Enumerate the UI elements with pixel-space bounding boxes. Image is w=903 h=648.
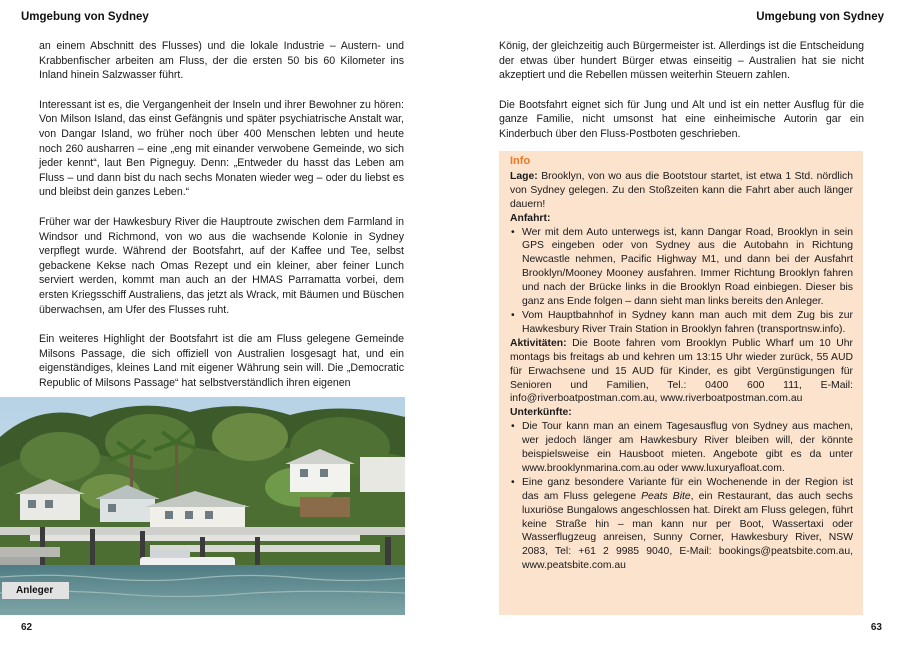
paragraph: an einem Abschnitt des Flusses) und die lokale Industrie – Austern- und Krabbenfischer arbeiten am Fluss, der die ersten 50 bis 60 Kilometer ins Inland hinein Salzwasser führt. (39, 40, 404, 82)
list-item (510, 476, 853, 573)
list-item: • Wer mit dem Auto unterwegs ist, kann Dangar Road, Brooklyn in sein GPS eingeben oder von Sydney aus die Autobahn in Richtung Newcastle nehmen, Pacific Highway M1, und dann bei der Ausfahrt Brooklyn/Mooney Mooney ausfahren. Immer Richtung Brooklyn fahren und nach der Brücke links in die Brooklyn Road einbiegen. Dieser bis ganz ans Ende folgen – dann sieht man links bereits den Anleger. (510, 226, 853, 309)
page-number-left: 62 (21, 622, 33, 633)
info-anfahrt-list (510, 226, 853, 337)
info-lage (510, 170, 853, 212)
list-item: • Vom Hauptbahnhof in Sydney kann man auch mit dem Zug bis zur Hawkesbury River Train Station in Brooklyn fahren (transportnsw.info). (510, 309, 853, 337)
paragraph: König, der gleichzeitig auch Bürgermeister ist. Allerdings ist die Entscheidung der etwas über hundert Bürger etwas einseitig – Australien hat sie nicht akzeptiert und die Rebellen müssen weiterhin Steuern zahlen. (499, 40, 864, 82)
info-text: Brooklyn, von wo aus die Bootstour startet, ist etwa 1 Std. nördlich von Sydney gelegen. Zu den Stoßzeiten kann die Fahrt aber auch länger dauern! (510, 170, 853, 210)
info-anfahrt-label: Anfahrt: (510, 212, 551, 224)
right-page (452, 0, 903, 648)
venue-name: Peats Bite (641, 490, 691, 502)
info-box (499, 151, 863, 615)
left-page (0, 0, 451, 648)
info-text: Eine ganz besondere Variante für ein Wochenende in der Region ist das am Fluss gelegene (522, 476, 853, 502)
running-head-left: Umgebung von Sydney (21, 11, 149, 23)
running-head-right: Umgebung von Sydney (756, 11, 884, 23)
info-aktivitaeten (510, 337, 853, 407)
paragraph: Früher war der Hawkesbury River die Hauptroute zwischen dem Farmland in Windsor und Richmond, von wo aus die wachsende Kolonie in Sydney verpflegt wurde. Während der Bootsfahrt, auf der Kaffee und Tee, selbst gebackene Kekse nach Omas Rezept und ein kleiner, aber feiner Lunch serviert werden, kommt man auch an der HMAS Parramatta vorbei, dem ersten Kriegsschiff Australiens, das jetzt als Wrack, mit Bäumen und Büschen überwachsen, am Ufer des Flusses ruht. (39, 215, 404, 316)
paragraph: Die Bootsfahrt eignet sich für Jung und Alt und ist ein netter Ausflug für die ganze Familie, nicht umsonst hat eine einheimische Autorin gar ein Kinderbuch über den Fluss-Postboten geschrieben. (499, 98, 864, 140)
info-text: Die Boote fahren vom Brooklyn Public Wharf um 10 Uhr montags bis freitags ab und kehren um 13:15 Uhr wieder zurück, 55 AUD für Erwachsene und 15 AUD für Kinder, es gibt Vergünstigungen für Senioren und Familien, Tel.: 0400 600 111, E-Mail: info@riverboatpostman.com.au, www.riverboatpostman.com.au (510, 337, 853, 405)
paragraph: Interessant ist es, die Vergangenheit der Inseln und ihrer Bewohner zu hören: Von Milson Island, das einst Gefängnis und später psychiatrische Anstalt war, von Dangar Island, wo früher noch über 400 Menschen lebten und heute noch 260 ausharren – eine „eng mit einander verwobene Gemeinde, wo sich jeder kennt“, laut Ben Pigneguy. Denn: „Entweder du hasst das Leben am Fluss – und dann bist du nach sechs Monaten wieder weg – oder du liebst es und bleibst dein ganzes Leben.“ (39, 98, 404, 199)
info-text: , ein Restaurant, das auch sechs luxuriöse Bungalows angeschlossen hat. Direkt am Fluss gelegen, führt keine Straße hin – man kann nur per Boot, Wassertaxi oder Wasserflugzeug anreisen, Sunny Corner, Hawkesbury River, NSW 2083, Tel: +61 2 9985 9040, E-Mail: bookings@peatsbite.com.au, www.peatsbite.com.au (522, 490, 853, 572)
info-label: Lage: (510, 170, 538, 182)
info-box-title: Info (510, 155, 531, 167)
right-text-column (499, 39, 864, 157)
paragraph: Ein weiteres Highlight der Bootsfahrt ist die am Fluss gelegene Gemeinde Milsons Passage, die sich offiziell von Australien losgesagt hat, und ein eigenständiges, kleines Land mit eigener Währung sein will. Die „Democratic Republic of Milsons Passage“ hat selbstverständlich ihren eigenen (39, 333, 404, 389)
info-label: Aktivitäten: (510, 337, 567, 349)
list-item: • Die Tour kann man an einem Tagesausflug von Sydney aus machen, wer jedoch länger am Hawkesbury River bleiben will, der könnte beispielsweise ein Hausboot mieten. Angebote gibt es da unter www.brooklynmarina.com.au oder www.luxuryafloat.com. (510, 420, 853, 476)
page-number-right: 63 (870, 622, 882, 633)
photo-caption: Anleger (2, 582, 69, 599)
info-unterkuenfte-list (510, 420, 853, 573)
left-text-column (39, 39, 404, 405)
info-unterkuenfte-label: Unterkünfte: (510, 407, 572, 419)
